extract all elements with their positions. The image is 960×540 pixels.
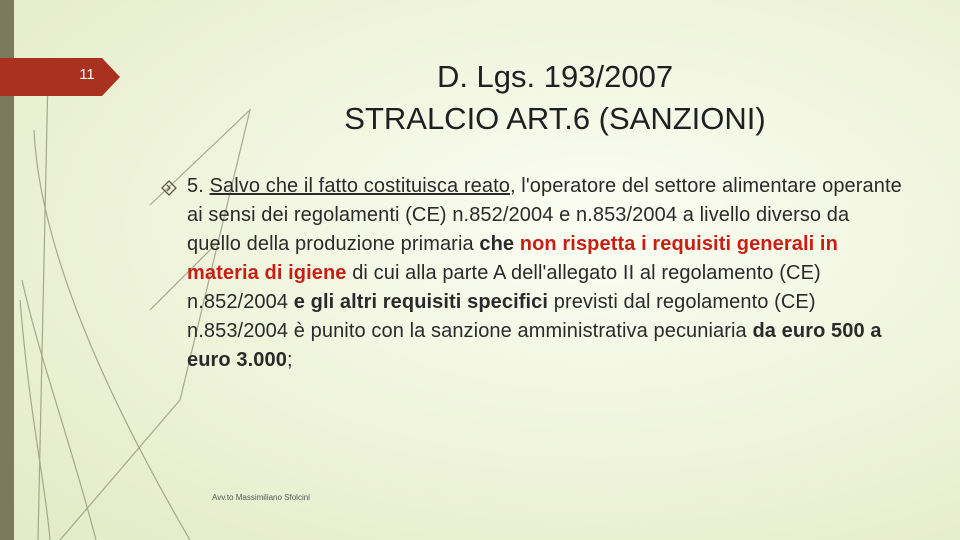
text-part-1: 5. bbox=[187, 175, 210, 197]
text-part-10: ; bbox=[286, 349, 293, 371]
text-part-7-bold: e gli altri requisiti specifici bbox=[293, 291, 549, 313]
text-part-2-underlined: Salvo che il fatto costituisca reato bbox=[209, 175, 510, 197]
text-part-6: di cui alla parte A dell'allegato II al regolamento (CE) n.852/2004 bbox=[187, 262, 821, 313]
title-line-1: D. Lgs. 193/2007 bbox=[436, 59, 674, 94]
slide-number-tab bbox=[0, 58, 120, 96]
text-part-8: previsti dal regolamento (CE) n.853/2004 è punito con la sanzione amministrativa pecuniaria bbox=[187, 291, 816, 342]
diamond-outline-bullet-icon bbox=[160, 179, 178, 197]
text-part-5-highlight: non rispetta i requisiti generali in materia di igiene bbox=[187, 233, 838, 284]
text-part-4-bold: che bbox=[479, 233, 520, 255]
text-part-3: , l'operatore del settore alimentare operante ai sensi dei regolamenti (CE) n.852/2004 e n.853/2004 a livello diverso da quello della produzione primaria bbox=[187, 175, 902, 255]
text-part-9-bold: da euro 500 a euro 3.000 bbox=[187, 320, 882, 371]
article-text bbox=[187, 172, 907, 375]
slide-title bbox=[250, 56, 860, 140]
footer-author: Avv.to Massimiliano Sfolcini bbox=[212, 493, 310, 502]
slide-number: 11 bbox=[79, 66, 95, 83]
title-line-2: STRALCIO ART.6 (SANZIONI) bbox=[344, 101, 766, 136]
